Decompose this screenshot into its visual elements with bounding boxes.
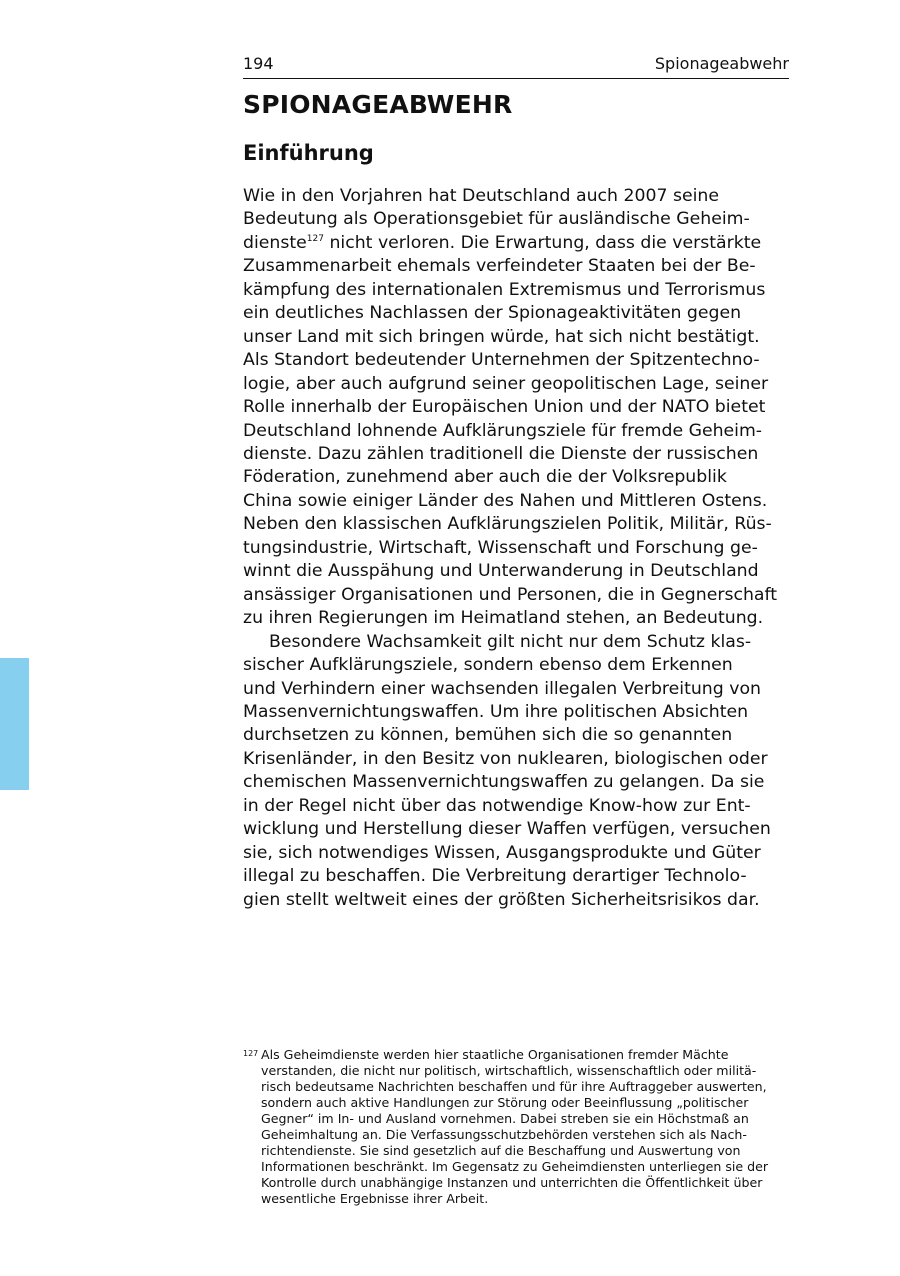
footnote-reference: 127	[306, 233, 324, 244]
paragraph-2	[243, 631, 803, 912]
text-line: Neben den klassischen Aufklärungszielen Politik, Militär, Rüs-	[243, 514, 772, 535]
text-line: tungsindustrie, Wirtschaft, Wissenschaft und Forschung ge-	[243, 537, 758, 558]
section-subtitle: Einführung	[243, 141, 374, 165]
page-number: 194	[243, 54, 274, 73]
text-line: sischer Aufklärungsziele, sondern ebenso dem Erkennen	[243, 655, 733, 676]
text-line: Wie in den Vorjahren hat Deutschland auch 2007 seine	[243, 186, 719, 206]
footnote	[243, 1047, 803, 1207]
footnote-line: Kontrolle durch unabhängige Instanzen und unterrichten die Öffentlichkeit über	[261, 1174, 763, 1190]
text-line: zu ihren Regierungen im Heimatland stehen, an Bedeutung.	[243, 608, 764, 629]
footnote-line: sondern auch aktive Handlungen zur Störung oder Beeinflussung „politischer	[261, 1094, 749, 1110]
footnote-line: wesentliche Ergebnisse ihrer Arbeit.	[261, 1190, 489, 1206]
footnote-line: Geheimhaltung an. Die Verfassungsschutzbehörden verstehen sich als Nach-	[261, 1126, 747, 1142]
footnote-number: 127	[243, 1049, 259, 1058]
text-line: unser Land mit sich bringen würde, hat sich nicht bestätigt.	[243, 326, 760, 347]
section-title: SPIONAGEABWEHR	[243, 90, 513, 119]
text-line: gien stellt weltweit eines der größten Sicherheitsrisikos dar.	[243, 889, 760, 910]
body-text	[243, 185, 803, 912]
text-line: Krisenländer, in den Besitz von nuklearen, biologischen oder	[243, 748, 768, 769]
footnote-line: Informationen beschränkt. Im Gegensatz zu Geheimdiensten unterliegen sie der	[261, 1158, 769, 1174]
running-head: Spionageabwehr	[654, 54, 789, 73]
text-line: winnt die Ausspähung und Unterwanderung in Deutschland	[243, 561, 759, 582]
text-line: kämpfung des internationalen Extremismus und Terrorismus	[243, 279, 766, 300]
paragraph-1	[243, 185, 803, 631]
text-line: Rolle innerhalb der Europäischen Union und der NATO bietet	[243, 397, 766, 418]
footnote-line: richtendienste. Sie sind gesetzlich auf die Beschaffung und Auswertung von	[261, 1142, 741, 1158]
text-line: und Verhindern einer wachsenden illegalen Verbreitung von	[243, 678, 761, 699]
text-line: ansässiger Organisationen und Personen, die in Gegnerschaft	[243, 584, 778, 605]
text-line: wicklung und Herstellung dieser Waffen verfügen, versuchen	[243, 819, 771, 840]
text-line: sie, sich notwendiges Wissen, Ausgangsprodukte und Güter	[243, 842, 761, 863]
text-line: Besondere Wachsamkeit gilt nicht nur dem Schutz klas-	[269, 631, 752, 652]
text-line: chemischen Massenvernichtungswaffen zu gelangen. Da sie	[243, 772, 765, 793]
text-line: Bedeutung als Operationsgebiet für ausländische Geheim-	[243, 209, 750, 230]
text-line: in der Regel nicht über das notwendige Know-how zur Ent-	[243, 795, 751, 816]
text-line: Als Standort bedeutender Unternehmen der Spitzentechno-	[243, 350, 760, 371]
text-line: China sowie einiger Länder des Nahen und Mittleren Ostens.	[243, 490, 768, 511]
footnote-line: Gegner“ im In- und Ausland vornehmen. Dabei streben sie ein Höchstmaß an	[261, 1110, 749, 1126]
text-line: logie, aber auch aufgrund seiner geopolitischen Lage, seiner	[243, 373, 769, 394]
page-header	[243, 52, 789, 79]
text-line: Deutschland lohnende Aufklärungsziele für fremde Geheim-	[243, 420, 763, 441]
text-line: illegal zu beschaffen. Die Verbreitung derartiger Technolo-	[243, 866, 747, 887]
footnote-line: verstanden, die nicht nur politisch, wirtschaftlich, wissenschaftlich oder militä-	[261, 1062, 757, 1078]
text-line: dienste. Dazu zählen traditionell die Dienste der russischen	[243, 443, 759, 464]
footnote-line: risch bedeutsame Nachrichten beschaffen und für ihre Auftraggeber auswerten,	[261, 1078, 767, 1094]
text-line: Massenvernichtungswaffen. Um ihre politischen Absichten	[243, 701, 749, 722]
text-line: ein deutliches Nachlassen der Spionageaktivitäten gegen	[243, 303, 742, 324]
text-line: Zusammenarbeit ehemals verfeindeter Staaten bei der Be-	[243, 256, 756, 277]
footnote-line: Als Geheimdienste werden hier staatliche Organisationen fremder Mächte	[261, 1047, 729, 1062]
text-line: durchsetzen zu können, bemühen sich die so genannten	[243, 725, 733, 746]
text-fragment: dienste	[243, 232, 307, 253]
text-line	[243, 232, 803, 255]
chapter-side-tab	[0, 658, 29, 790]
text-line: Föderation, zunehmend aber auch die der Volksrepublik	[243, 467, 727, 488]
text-fragment: nicht verloren. Die Erwartung, dass die verstärkte	[323, 232, 762, 253]
